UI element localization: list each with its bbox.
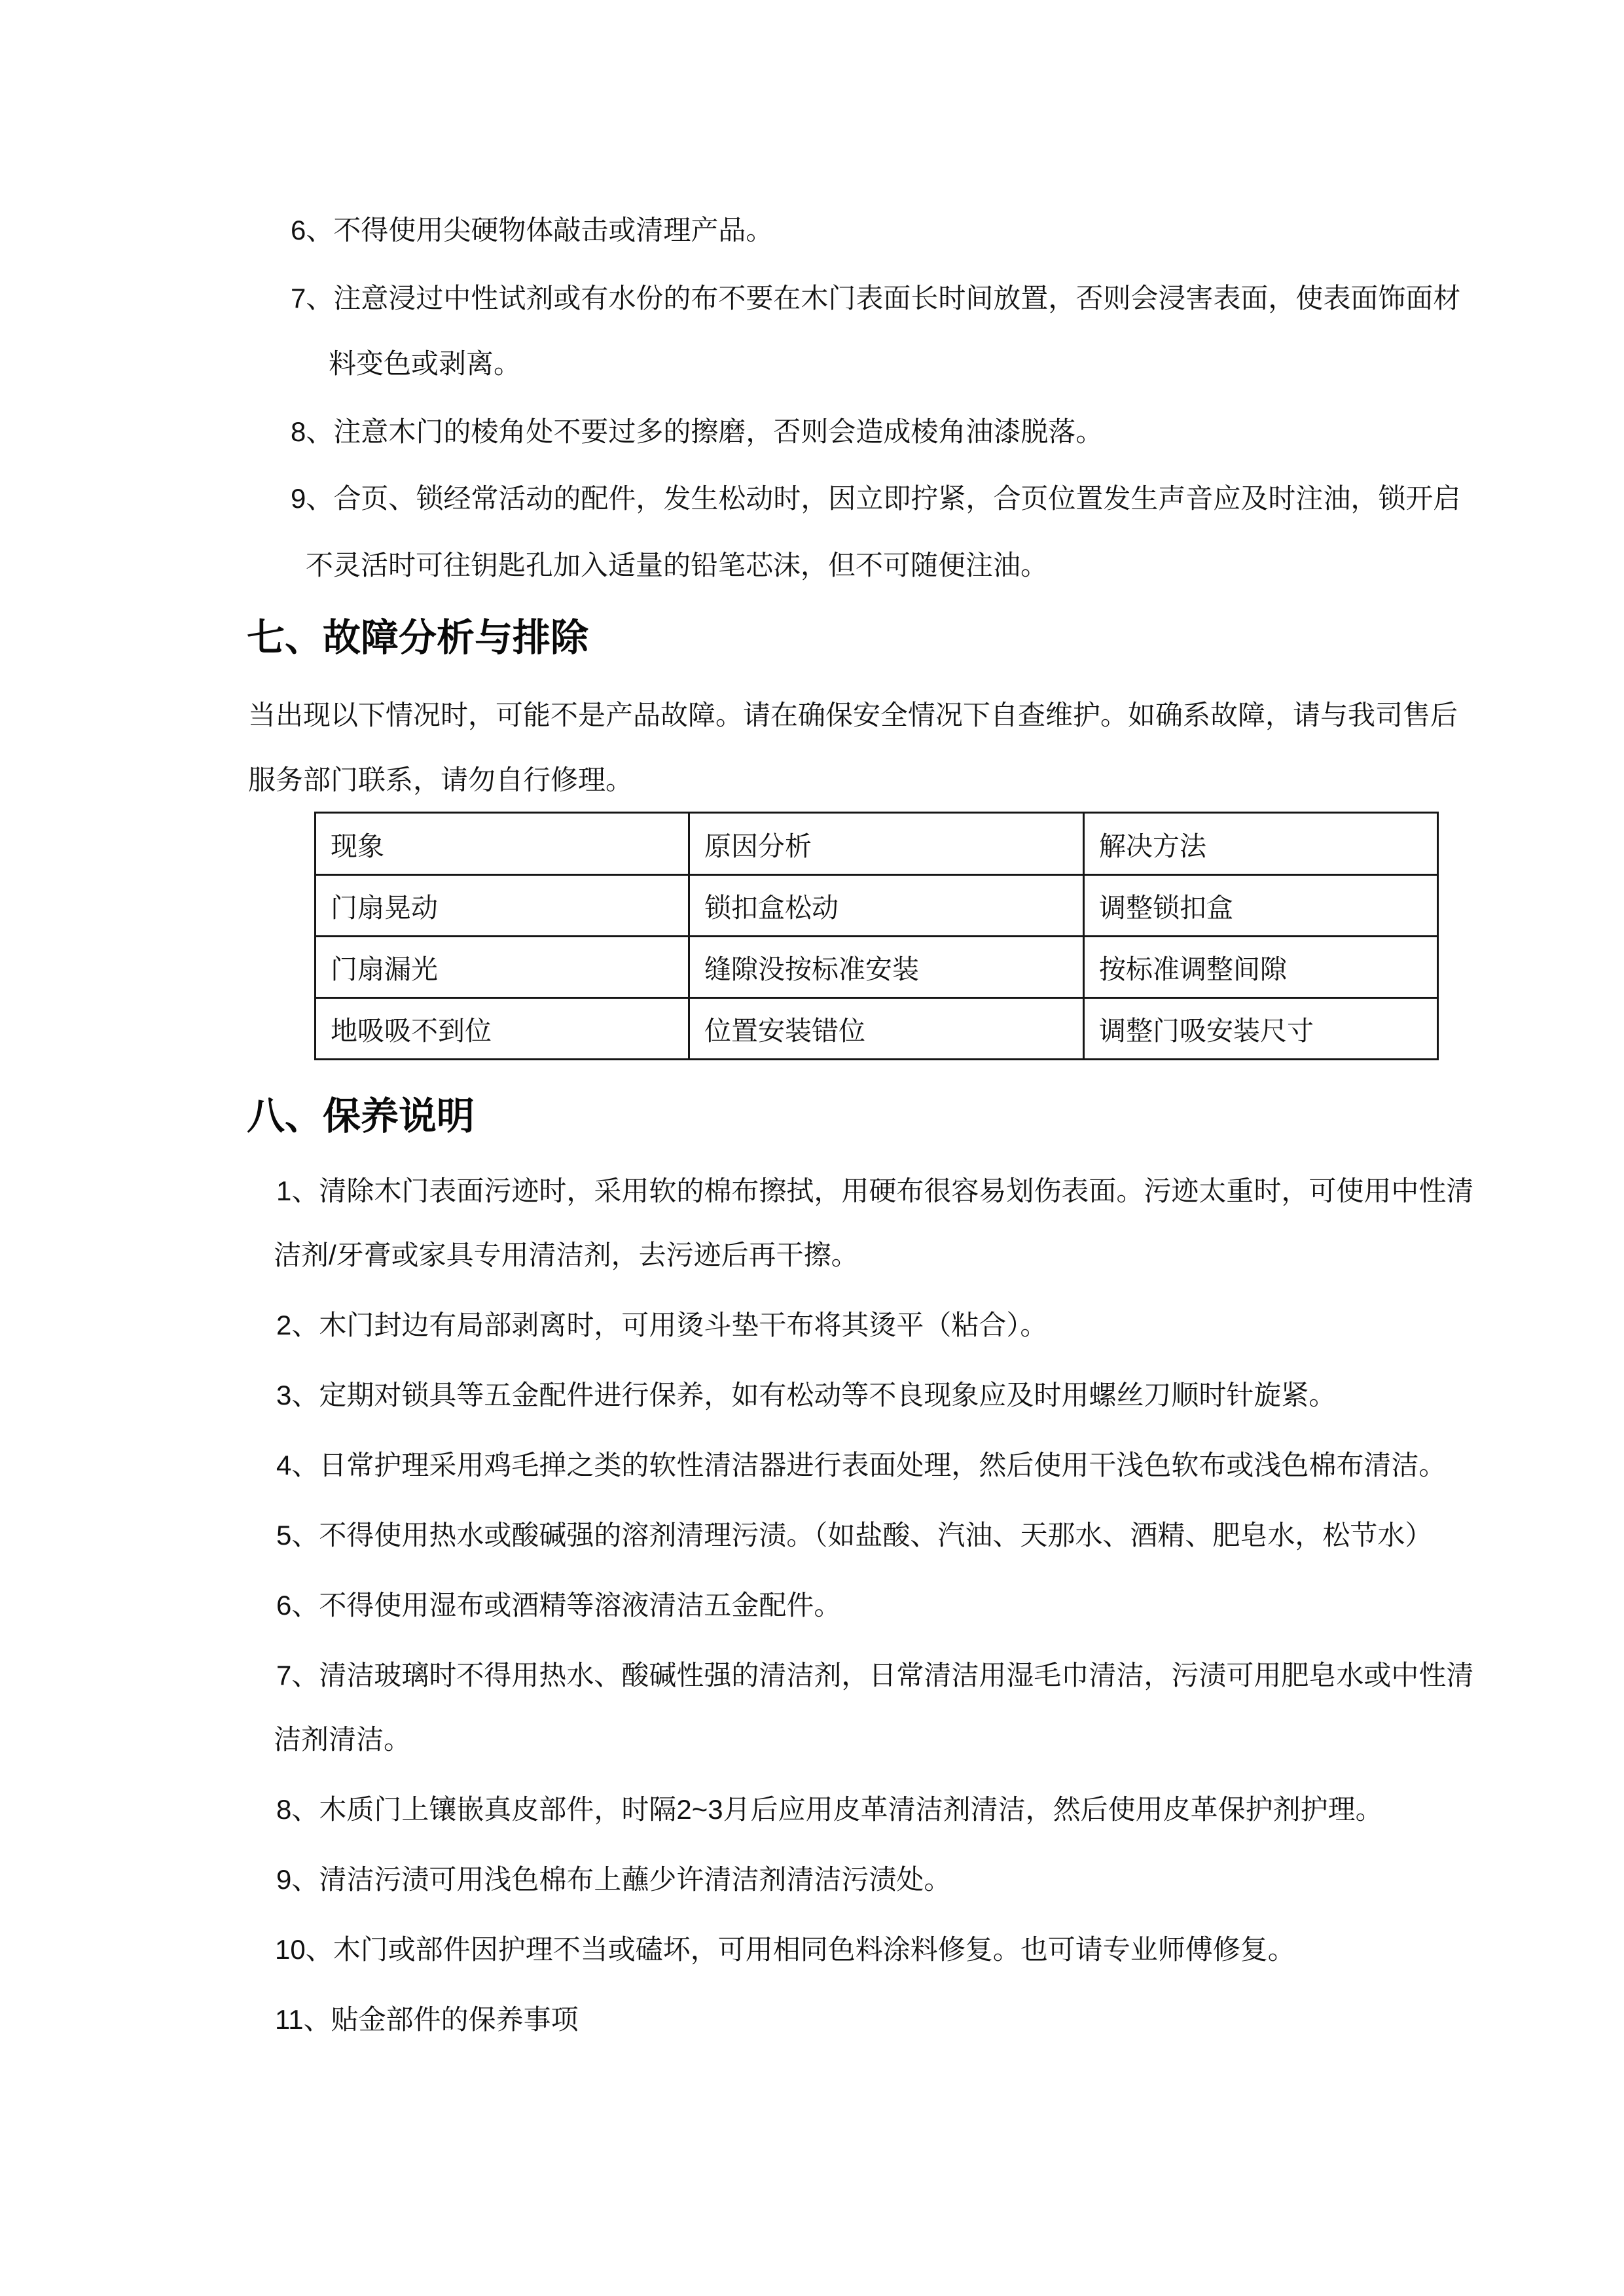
list-item-line: 5、不得使用热水或酸碱强的溶剂清理污渍。（如盐酸、汽油、天那水、酒精、肥皂水，松节水） [276, 1520, 1433, 1551]
fault-table-row [316, 998, 1438, 1060]
table-header-cell: 原因分析 [689, 813, 1084, 875]
table-cell: 位置安装错位 [689, 998, 1084, 1060]
list-item-line: 7、清洁玻璃时不得用热水、酸碱性强的清洁剂，日常清洁用湿毛巾清洁，污渍可用肥皂水或中性清 [276, 1660, 1474, 1691]
list-item-line: 4、日常护理采用鸡毛掸之类的软性清洁器进行表面处理，然后使用干浅色软布或浅色棉布清洁。 [276, 1450, 1447, 1480]
table-cell: 调整锁扣盒 [1084, 875, 1438, 937]
section-seven-heading: 七、故障分析与排除 [247, 617, 589, 659]
list-item-continuation-line: 洁剂/牙膏或家具专用清洁剂，去污迹后再干擦。 [274, 1240, 859, 1270]
table-cell: 地吸吸不到位 [316, 998, 689, 1060]
list-item-line: 8、木质门上镶嵌真皮部件，时隔2~3月后应用皮革清洁剂清洁，然后使用皮革保护剂护理。 [276, 1794, 1383, 1825]
table-cell: 锁扣盒松动 [689, 875, 1084, 937]
list-item-continuation-line: 洁剂清洁。 [274, 1724, 412, 1755]
table-cell: 按标准调整间隙 [1084, 937, 1438, 998]
list-item-line: 7、注意浸过中性试剂或有水份的布不要在木门表面长时间放置，否则会浸害表面，使表面饰面材 [291, 283, 1461, 314]
fault-table-row [316, 875, 1438, 937]
fault-table [314, 812, 1439, 1060]
table-header-cell: 解决方法 [1084, 813, 1438, 875]
paragraph-line: 当出现以下情况时，可能不是产品故障。请在确保安全情况下自查维护。如确系故障，请与我司售后 [248, 700, 1458, 730]
list-item-line: 1、清除木门表面污迹时，采用软的棉布擦拭，用硬布很容易划伤表面。污迹太重时，可使用中性清 [276, 1175, 1474, 1206]
list-item-line: 6、不得使用尖硬物体敲击或清理产品。 [291, 215, 774, 245]
list-item-line: 6、不得使用湿布或酒精等溶液清洁五金配件。 [276, 1590, 842, 1621]
list-item-line: 9、清洁污渍可用浅色棉布上蘸少许清洁剂清洁污渍处。 [276, 1864, 952, 1895]
table-cell: 门扇漏光 [316, 937, 689, 998]
list-item-line: 3、定期对锁具等五金配件进行保养，如有松动等不良现象应及时用螺丝刀顺时针旋紧。 [276, 1380, 1337, 1410]
fault-table-row [316, 937, 1438, 998]
fault-table-header-row [316, 813, 1438, 875]
list-item-line: 9、合页、锁经常活动的配件，发生松动时，因立即拧紧，合页位置发生声音应及时注油，锁开启 [291, 483, 1461, 514]
table-cell: 门扇晃动 [316, 875, 689, 937]
table-header-cell: 现象 [316, 813, 689, 875]
list-item-line: 2、木门封边有局部剥离时，可用烫斗垫干布将其烫平（粘合）。 [276, 1310, 1048, 1340]
list-item-line: 11、贴金部件的保养事项 [275, 2004, 579, 2035]
paragraph-line: 服务部门联系，请勿自行修理。 [248, 764, 634, 795]
list-item-line: 10、木门或部件因护理不当或磕坏，可用相同色料涂料修复。也可请专业师傅修复。 [275, 1934, 1295, 1965]
section-eight-heading: 八、保养说明 [247, 1095, 475, 1138]
list-item-continuation-line: 料变色或剥离。 [329, 348, 522, 379]
list-item-continuation-line: 不灵活时可往钥匙孔加入适量的铅笔芯沫，但不可随便注油。 [306, 550, 1049, 581]
list-item-line: 8、注意木门的棱角处不要过多的擦磨，否则会造成棱角油漆脱落。 [291, 416, 1104, 447]
table-cell: 调整门吸安装尺寸 [1084, 998, 1438, 1060]
table-cell: 缝隙没按标准安装 [689, 937, 1084, 998]
